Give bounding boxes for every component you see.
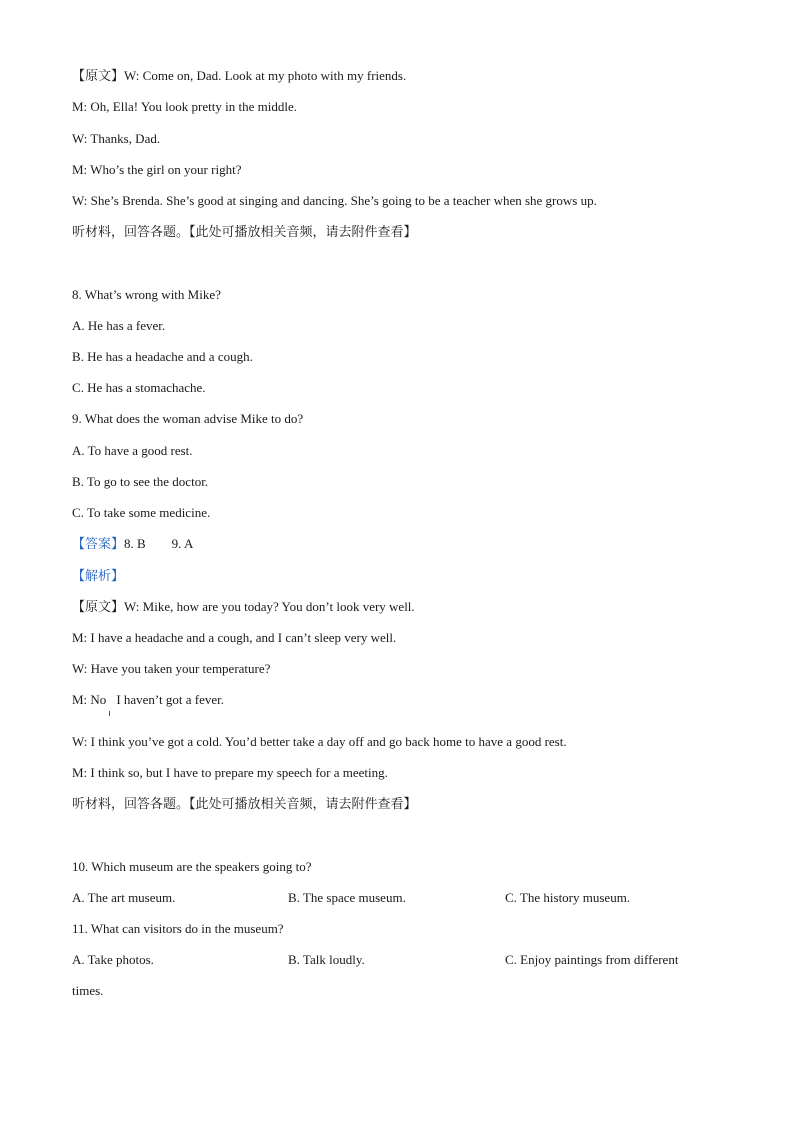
dialog2-line3: W: Have you taken your temperature? [72,661,271,676]
q8-option-c: C. He has a stomachache. [72,380,206,395]
answer-line [72,536,193,552]
question-9: 9. What does the woman advise Mike to do? [72,411,304,426]
dialog1-line4: M: Who’s the girl on your right? [72,162,242,177]
q9-option-a: A. To have a good rest. [72,443,193,458]
question-8: 8. What’s wrong with Mike? [72,287,221,302]
dialog2-line4 [72,692,224,708]
dialog1-line3: W: Thanks, Dad. [72,131,161,146]
q8-option-b: B. He has a headache and a cough. [72,349,253,364]
dialog2-line5: W: I think you’ve got a cold. You’d better take a day off and go back home to have a good rest. [72,734,567,749]
dialog-text-b: I haven’t got a fever. [116,692,225,707]
dialog1-line2: M: Oh, Ella! You look pretty in the middle. [72,99,297,114]
q11-option-b: B. Talk loudly. [288,952,365,967]
dialog-text: W: Come on, Dad. Look at my photo with my friends. [124,68,407,83]
original-label: 【原文】 [72,68,125,83]
q11-option-c-continued: times. [72,983,104,998]
q11-option-c: C. Enjoy paintings from different [505,952,679,967]
question-10: 10. Which museum are the speakers going to? [72,859,312,874]
audio-instruction-2: 听材料，回答各题。【此处可播放相关音频，请去附件查看】 [72,796,417,811]
dialog1-line1 [72,68,406,84]
comma-mark [109,711,110,716]
dialog2-line2: M: I have a headache and a cough, and I can’t sleep very well. [72,630,397,645]
dialog-text-a: M: No [72,692,107,707]
dialog1-line5: W: She’s Brenda. She’s good at singing and dancing. She’s going to be a teacher when she grows up. [72,193,597,208]
original-label: 【原文】 [72,599,125,614]
q10-option-a: A. The art museum. [72,890,176,905]
q9-option-c: C. To take some medicine. [72,505,211,520]
answer-label: 【答案】 [72,536,125,551]
q11-option-a: A. Take photos. [72,952,154,967]
dialog-text: W: Mike, how are you today? You don’t look very well. [124,599,415,614]
answer-text: 8. B 9. A [124,536,194,551]
q10-option-c: C. The history museum. [505,890,631,905]
question-11: 11. What can visitors do in the museum? [72,921,284,936]
analysis-label: 【解析】 [72,568,125,583]
audio-instruction-1: 听材料，回答各题。【此处可播放相关音频，请去附件查看】 [72,224,417,239]
q9-option-b: B. To go to see the doctor. [72,474,209,489]
q10-option-b: B. The space museum. [288,890,406,905]
dialog2-line6: M: I think so, but I have to prepare my speech for a meeting. [72,765,388,780]
q8-option-a: A. He has a fever. [72,318,166,333]
dialog2-line1 [72,599,415,615]
